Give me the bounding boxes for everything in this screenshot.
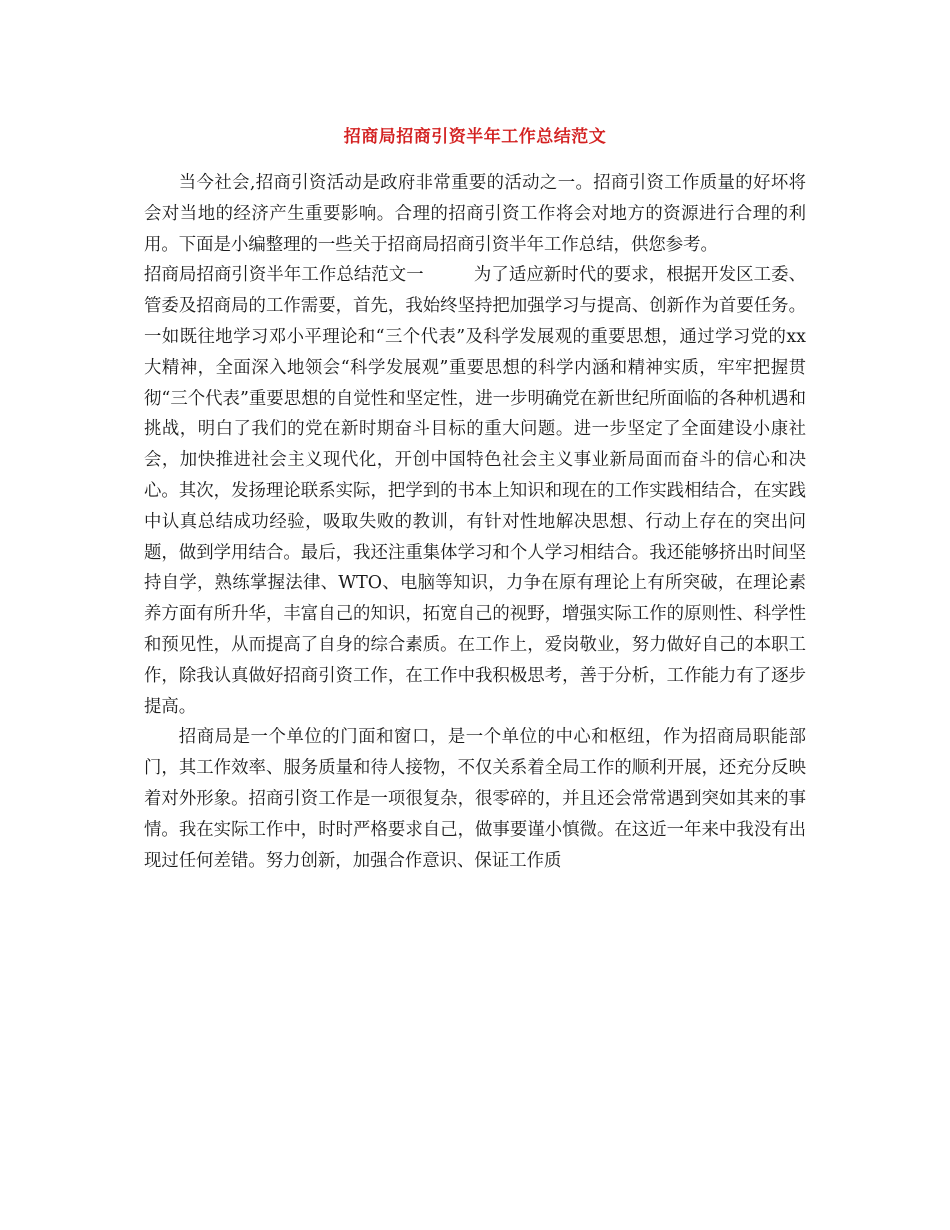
third-paragraph: 招商局是一个单位的门面和窗口，是一个单位的中心和枢纽，作为招商局职能部门，其工作效率、服务质量和待人接物，不仅关系着全局工作的顺利开展，还充分反映着对外形象。招商引资工作是一项很复杂，很零碎的，并且还会常常遇到突如其来的事情。我在实际工作中，时时严格要求自己，做事要谨小慎微。在这近一年来中我没有出现过任何差错。努力创新，加强合作意识、保证工作质 xyxy=(144,727,806,871)
section-paragraph xyxy=(144,260,806,722)
document-body xyxy=(144,168,806,876)
document-title: 招商局招商引资半年工作总结范文 xyxy=(343,127,607,147)
section-text: 为了适应新时代的要求，根据开发区工委、管委及招商局的工作需要，首先，我始终坚持把加强学习与提高、创新作为首要任务。一如既往地学习邓小平理论和“三个代表”及科学发展观的重要思想，通过学习党的xx大精神，全面深入地领会“科学发展观”重要思想的科学内涵和精神实质，牢牢把握贯彻“三个代表”重要思想的自觉性和坚定性，进一步明确党在新世纪所面临的各种机遇和挑战，明白了我们的党在新时期奋斗目标的重大问题。进一步坚定了全面建设小康社会，加快推进社会主义现代化，开创中国特色社会主义事业新局面而奋斗的信心和决心。其次，发扬理论联系实际，把学到的书本上知识和现在的工作实践相结合，在实践中认真总结成功经验，吸取失败的教训，有针对性地解决思想、行动上存在的突出问题，做到学用结合。最后，我还注重集体学习和个人学习相结合。我还能够挤出时间坚持自学，熟练掌握法律、WTO、电脑等知识，力争在原有理论上有所突破，在理论素养方面有所升华，丰富自己的知识，拓宽自己的视野，增强实际工作的原则性、科学性和预见性，从而提高了自身的综合素质。在工作上，爱岗敬业，努力做好自己的本职工作，除我认真做好招商引资工作，在工作中我积极思考，善于分析，工作能力有了逐步提高。 xyxy=(144,265,806,717)
intro-paragraph: 当今社会,招商引资活动是政府非常重要的活动之一。招商引资工作质量的好坏将会对当地的经济产生重要影响。合理的招商引资工作将会对地方的资源进行合理的利用。下面是小编整理的一些关于招商局招商引资半年工作总结，供您参考。 xyxy=(144,173,806,255)
section-heading: 招商局招商引资半年工作总结范文一 xyxy=(144,265,424,286)
